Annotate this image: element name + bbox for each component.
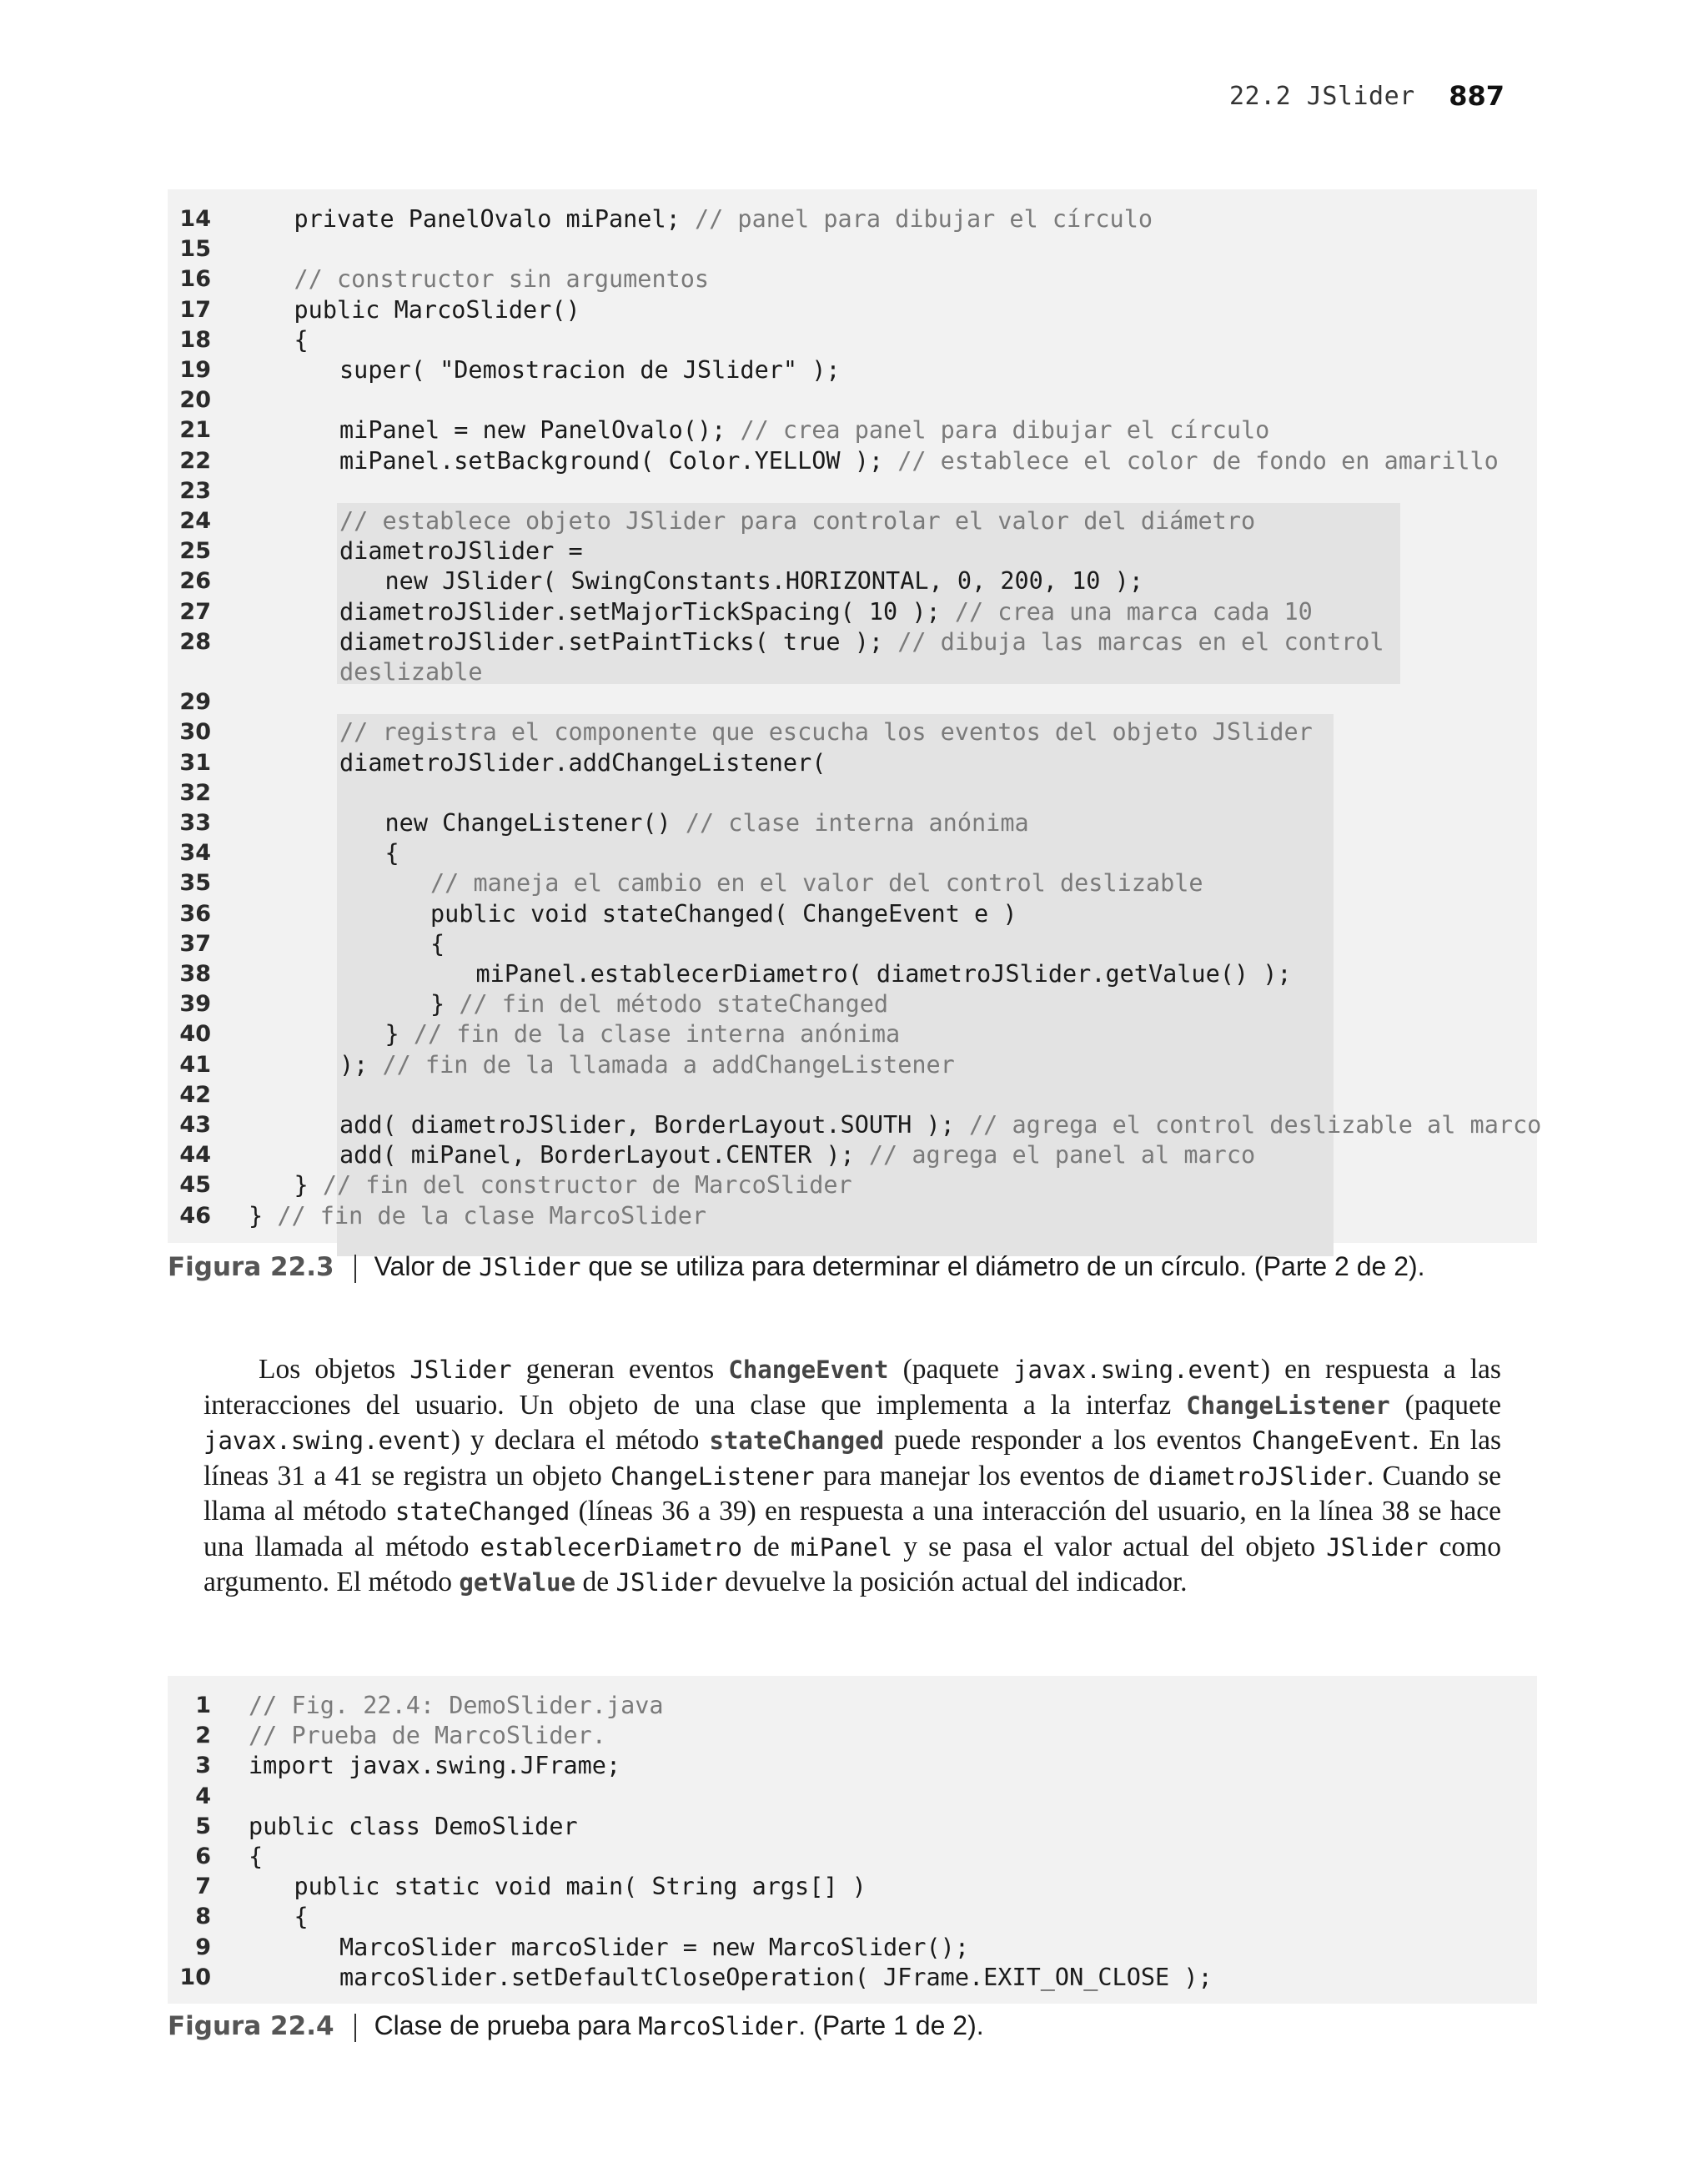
line-number: 21: [179, 417, 211, 444]
line-number: 1: [195, 1693, 211, 1718]
code-line: [476, 959, 1292, 989]
code-line: [294, 264, 710, 294]
paragraph-run: . En las líneas 31 a 41 se registra un objeto: [203, 1425, 1501, 1491]
code-comment: // crea una marca cada 10: [954, 597, 1313, 626]
code-text: diametroJSlider =: [339, 537, 583, 566]
code-comment: // dibuja las marcas en el control: [897, 627, 1384, 656]
inline-code: stateChanged: [394, 1497, 570, 1526]
code-line: [249, 1842, 263, 1872]
inline-code: javax.swing.event: [203, 1426, 451, 1455]
paragraph-run: . Cuando se llama al método: [203, 1460, 1501, 1527]
code-text: miPanel.establecerDiametro( diametroJSlider.getValue() );: [475, 960, 1292, 988]
caption-separator: [354, 2014, 356, 2042]
inline-code: ChangeEvent: [728, 1356, 889, 1384]
inline-code: ChangeListener: [1186, 1391, 1390, 1420]
code-text: public MarcoSlider(): [294, 295, 580, 324]
paragraph-run: ) en respuesta a las interacciones del usuario. Un objeto de una clase que implementa a la interfaz: [203, 1354, 1501, 1421]
code-line: [249, 1721, 606, 1751]
line-number: 8: [195, 1904, 211, 1930]
line-number: 39: [179, 991, 211, 1018]
code-comment: // crea panel para dibujar el círculo: [740, 416, 1270, 445]
paragraph-run: (paquete: [1389, 1389, 1501, 1421]
paragraph-run: (paquete: [888, 1354, 1014, 1385]
paragraph-run: como argumento. El método: [203, 1531, 1501, 1597]
line-number: 30: [179, 719, 211, 746]
code-text: }: [384, 1020, 414, 1049]
inline-code: JSlider: [1326, 1532, 1429, 1562]
code-text: public class DemoSlider: [249, 1812, 578, 1840]
code-line: [339, 506, 1255, 536]
figure-caption-22-4: [168, 2010, 984, 2042]
code-line: [339, 1050, 955, 1080]
code-text: }: [430, 990, 460, 1019]
code-text: miPanel.setBackground( Color.YELLOW );: [339, 446, 898, 475]
line-number: 25: [179, 538, 211, 565]
inline-code: JSlider: [409, 1356, 512, 1384]
running-header: [1229, 82, 1505, 118]
code-line: [430, 868, 1203, 898]
code-line: [339, 355, 841, 385]
line-number: 41: [179, 1051, 211, 1078]
code-line: [339, 1963, 1213, 1993]
inline-code: stateChanged: [709, 1426, 885, 1455]
code-text: {: [384, 839, 399, 868]
line-number: 22: [179, 447, 211, 474]
code-line: [249, 1751, 620, 1781]
code-text: }: [294, 1171, 323, 1200]
paragraph-run: devuelve la posición actual del indicador.: [717, 1567, 1188, 1597]
code-comment: // fin de la clase MarcoSlider: [277, 1201, 707, 1230]
code-text: public static void main( String args[] ): [294, 1873, 867, 1901]
line-number: 2: [195, 1723, 211, 1749]
caption-text-post: . (Parte 1 de 2).: [798, 2010, 984, 2040]
code-comment: // fin del constructor de MarcoSlider: [322, 1171, 852, 1200]
line-number: 33: [179, 810, 211, 836]
code-line: [339, 717, 1313, 747]
code-text: add( diametroJSlider, BorderLayout.SOUTH );: [339, 1111, 969, 1139]
line-number: 31: [179, 749, 211, 776]
paragraph-run: (líneas 36 a 39) en respuesta a una interacción del usuario, en la línea 38 se hace una llamada al método: [203, 1496, 1501, 1562]
code-comment: // fin del método stateChanged: [459, 990, 889, 1019]
line-number: 3: [195, 1753, 211, 1779]
line-number: 5: [195, 1813, 211, 1839]
code-line: [249, 1201, 706, 1231]
caption-code: MarcoSlider: [638, 2012, 799, 2040]
inline-code: ChangeListener: [610, 1461, 815, 1491]
line-number: 28: [179, 628, 211, 655]
code-line: [339, 1933, 969, 1963]
code-comment: // fin de la llamada a addChangeListener: [382, 1050, 955, 1079]
code-text: add( miPanel, BorderLayout.CENTER );: [339, 1141, 869, 1169]
line-number: 36: [179, 900, 211, 927]
paragraph-text: [203, 1352, 1501, 1601]
paragraph-run: de: [741, 1531, 791, 1562]
code-comment: // clase interna anónima: [685, 809, 1029, 837]
line-number: 38: [179, 961, 211, 987]
line-number: 17: [179, 296, 211, 323]
code-comment: // constructor sin argumentos: [294, 265, 710, 294]
page-number: 887: [1449, 80, 1505, 112]
inline-code: miPanel: [790, 1532, 893, 1562]
code-line: [249, 1812, 578, 1842]
line-number: 42: [179, 1081, 211, 1108]
code-text: diametroJSlider.addChangeListener(: [339, 748, 826, 777]
line-number: 34: [179, 840, 211, 867]
code-line: [294, 1170, 852, 1200]
code-line: [385, 838, 399, 868]
code-comment: // panel para dibujar el círculo: [694, 205, 1153, 233]
code-text: super( "Demostracion de JSlider" );: [339, 356, 841, 384]
code-line: [294, 325, 309, 355]
code-line: [339, 597, 1313, 627]
paragraph-run: Los objetos: [259, 1354, 410, 1385]
code-text: MarcoSlider marcoSlider = new MarcoSlider();: [339, 1933, 969, 1961]
paragraph-run: ) y declara el método: [450, 1425, 710, 1456]
code-text: {: [294, 325, 309, 354]
line-number: 43: [179, 1112, 211, 1138]
inline-code: javax.swing.event: [1013, 1356, 1261, 1384]
code-comment: // agrega el panel al marco: [868, 1141, 1256, 1169]
code-line: [385, 566, 1143, 596]
line-number: 16: [179, 266, 211, 293]
code-text: new JSlider( SwingConstants.HORIZONTAL, 0, 200, 10 );: [384, 567, 1143, 596]
line-number: 32: [179, 779, 211, 806]
code-line: [339, 657, 483, 687]
line-number: 46: [179, 1202, 211, 1229]
code-text: diametroJSlider.setPaintTicks( true );: [339, 627, 898, 656]
code-text: {: [430, 929, 445, 958]
line-number: 15: [179, 236, 211, 263]
inline-code: establecerDiametro: [480, 1532, 742, 1562]
code-comment: // registra el componente que escucha los eventos del objeto JSlider: [339, 718, 1313, 747]
code-text: diametroJSlider.setMajorTickSpacing( 10 );: [339, 597, 955, 626]
code-comment: // maneja el cambio en el valor del control deslizable: [430, 869, 1203, 898]
line-number: 24: [179, 508, 211, 534]
body-paragraph: [203, 1352, 1501, 1601]
code-text: import javax.swing.JFrame;: [249, 1752, 621, 1780]
paragraph-run: generan eventos: [511, 1354, 729, 1385]
line-number: 40: [179, 1021, 211, 1048]
line-number: 20: [179, 387, 211, 414]
caption-text-post: que se utiliza para determinar el diámetro de un círculo. (Parte 2 de 2).: [580, 1251, 1425, 1281]
code-text: private PanelOvalo miPanel;: [294, 205, 695, 233]
code-line: [339, 1140, 1255, 1170]
line-number: 44: [179, 1142, 211, 1169]
code-line: [294, 204, 1153, 234]
code-text: marcoSlider.setDefaultCloseOperation( JFrame.EXIT_ON_CLOSE );: [339, 1963, 1213, 1991]
code-text: );: [339, 1050, 383, 1079]
code-comment: // establece el color de fondo en amarillo: [897, 446, 1499, 475]
code-comment: // agrega el control deslizable al marco: [968, 1111, 1542, 1139]
inline-code: ChangeEvent: [1251, 1426, 1412, 1455]
code-line: [294, 1902, 309, 1932]
code-line: [339, 627, 1384, 657]
line-number: 26: [179, 568, 211, 595]
caption-separator: [354, 1255, 356, 1283]
code-text: {: [294, 1903, 309, 1931]
caption-text-pre: Valor de: [374, 1251, 480, 1281]
code-line: [339, 536, 583, 566]
code-line: [294, 295, 580, 325]
inline-code: diametroJSlider: [1148, 1461, 1367, 1491]
line-number: 14: [179, 206, 211, 232]
line-number: 29: [179, 689, 211, 716]
line-number: 9: [195, 1934, 211, 1960]
code-comment: // establece objeto JSlider para controlar el valor del diámetro: [339, 507, 1256, 535]
caption-text-pre: Clase de prueba para: [374, 2010, 639, 2040]
paragraph-run: y se pasa el valor actual del objeto: [892, 1531, 1327, 1562]
figure-caption-22-3: [168, 1251, 1425, 1283]
paragraph-run: para manejar los eventos de: [814, 1460, 1148, 1491]
code-line: [339, 446, 1499, 476]
line-number: 37: [179, 930, 211, 957]
section-title: 22.2 JSlider: [1229, 82, 1415, 111]
code-line: [385, 1019, 901, 1049]
line-number: 10: [179, 1964, 211, 1990]
code-line: [339, 748, 826, 778]
inline-code: getValue: [459, 1568, 576, 1597]
paragraph-run: de: [575, 1567, 616, 1597]
inline-code: JSlider: [615, 1568, 718, 1597]
line-number: 19: [179, 357, 211, 383]
code-text: miPanel = new PanelOvalo();: [339, 416, 741, 445]
code-comment: // Prueba de MarcoSlider.: [249, 1722, 606, 1750]
line-number: 35: [179, 870, 211, 897]
code-line: [385, 808, 1029, 838]
code-listing-fig-22-4: [168, 1676, 1537, 2004]
code-comment: // fin de la clase interna anónima: [413, 1020, 901, 1049]
line-number: 7: [195, 1874, 211, 1900]
code-text: }: [249, 1201, 278, 1230]
line-number: 23: [179, 477, 211, 504]
line-number: 6: [195, 1844, 211, 1869]
code-line: [294, 1872, 867, 1902]
line-number: 27: [179, 598, 211, 625]
code-line: [339, 415, 1269, 445]
line-number: 18: [179, 326, 211, 353]
line-number: 45: [179, 1172, 211, 1199]
code-comment: deslizable: [339, 658, 483, 686]
code-listing-fig-22-3: [168, 189, 1542, 1243]
figure-label: Figura 22.4: [168, 2011, 334, 2041]
line-number: 4: [195, 1783, 211, 1809]
code-line: [430, 989, 888, 1019]
code-line: [430, 899, 1017, 929]
code-line: [430, 929, 445, 959]
paragraph-run: puede responder a los eventos: [884, 1425, 1252, 1456]
code-line: [339, 1110, 1541, 1140]
figure-label: Figura 22.3: [168, 1252, 334, 1282]
code-comment: // Fig. 22.4: DemoSlider.java: [249, 1692, 664, 1719]
code-line: [249, 1691, 664, 1721]
code-text: new ChangeListener(): [384, 809, 686, 837]
caption-code: JSlider: [479, 1253, 581, 1281]
code-text: public void stateChanged( ChangeEvent e ): [430, 899, 1017, 928]
code-text: {: [249, 1843, 264, 1870]
